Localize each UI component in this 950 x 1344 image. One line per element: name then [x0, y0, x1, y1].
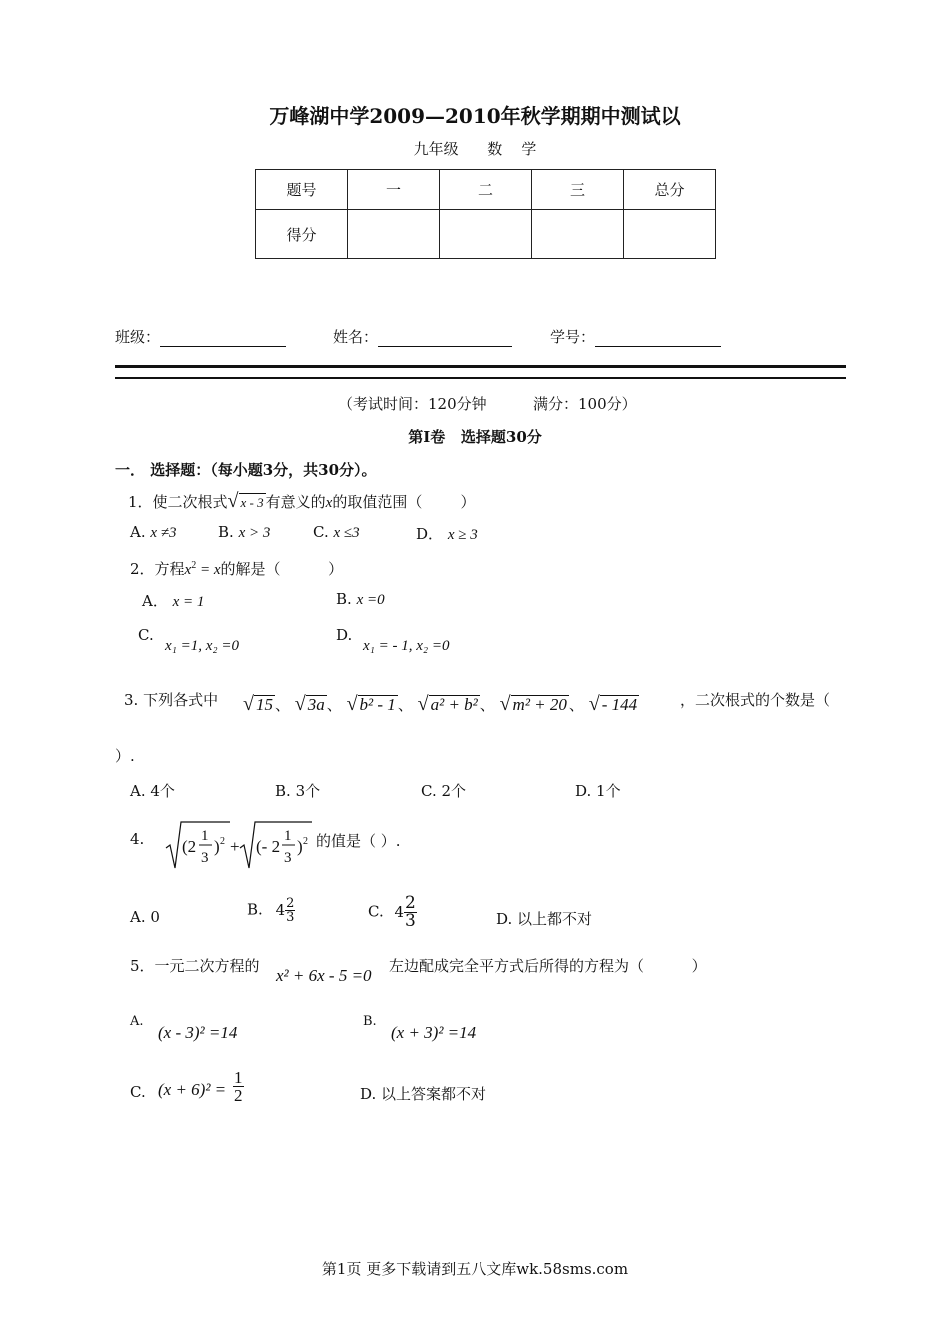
- option-label: A.: [130, 782, 146, 800]
- separator: 、: [326, 696, 342, 714]
- separator: 、: [479, 696, 495, 714]
- score-cell: [532, 210, 624, 259]
- question-5-option-c-expr: (x + 6)² =: [158, 1080, 227, 1099]
- divider-line: [115, 377, 846, 379]
- radical-sign: √: [243, 693, 254, 715]
- question-2-option-d-expr: x₁ = - 1, x₂ =0: [363, 638, 450, 654]
- option-label: C.: [368, 902, 384, 921]
- paren: (2: [182, 837, 197, 856]
- question-2-option-c-expr: x₁ =1, x₂ =0: [165, 638, 239, 654]
- question-3-option-c: [421, 780, 466, 801]
- option-label: D.: [575, 782, 592, 800]
- page-footer: 第1页 更多下载请到五八文库wk.58sms.com: [321, 1260, 629, 1278]
- separator: 、: [274, 696, 290, 714]
- question-5-option-a-label: A.: [130, 1014, 144, 1029]
- option-label: A.: [130, 908, 146, 926]
- fraction-num: 1: [284, 828, 292, 844]
- fraction-num: 2: [405, 893, 416, 913]
- option-whole: 4: [394, 902, 405, 921]
- question-5-option-a-expr: (x - 3)² =14: [158, 1023, 238, 1042]
- option-label: C.: [313, 523, 329, 541]
- score-table-column: 二: [440, 170, 532, 210]
- question-5-suffix: 左边配成完全平方式后所得的方程为（ ）: [389, 957, 707, 975]
- option-label: B.: [218, 523, 234, 541]
- fraction-den: 3: [286, 910, 295, 925]
- option-fraction: [285, 897, 295, 924]
- radicand: m² + 20: [512, 695, 567, 714]
- score-cell: [348, 210, 440, 259]
- question-4-option-a: [130, 908, 160, 926]
- question-4-suffix: 的值是（ ）.: [316, 832, 401, 850]
- name-field: [333, 326, 512, 347]
- class-blank[interactable]: [160, 330, 286, 347]
- score-cell: [624, 210, 716, 259]
- paren: ): [297, 837, 303, 856]
- fraction-den: 3: [405, 911, 416, 931]
- name-blank[interactable]: [378, 330, 512, 347]
- option-text: 0: [150, 908, 160, 926]
- question-1-option-d: [416, 523, 478, 544]
- question-5-option-b-label: B.: [363, 1014, 377, 1029]
- option-text: 以上答案都不对: [381, 1085, 487, 1103]
- divider-line: [115, 365, 846, 368]
- question-2-option-b: [336, 590, 385, 609]
- fraction-den: 3: [284, 850, 292, 866]
- fraction-num: 2: [286, 896, 295, 911]
- fraction-den: 3: [201, 850, 209, 866]
- option-expr: x =0: [356, 592, 385, 608]
- question-4-option-d: [496, 908, 592, 929]
- question-4-expression: [164, 818, 314, 874]
- option-label: A．: [142, 592, 168, 610]
- question-2-prefix: 2．方程: [130, 560, 185, 578]
- question-3-suffix: ，二次根式的个数是（: [680, 691, 831, 709]
- question-2: [130, 558, 343, 579]
- question-1-radicand: x - 3: [240, 495, 264, 510]
- option-label: D．: [416, 525, 444, 543]
- score-table-score-row: [256, 210, 716, 259]
- section-title: 第Ⅰ卷 选择题30分: [408, 428, 542, 446]
- option-label: D.: [496, 910, 513, 928]
- question-2-option-d-label: D.: [336, 626, 353, 644]
- radical-sign: √: [499, 693, 511, 715]
- question-5-prefix: 5．一元二次方程的: [130, 957, 260, 975]
- question-1-option-c: [313, 523, 360, 542]
- exam-full-score: 满分：100分）: [533, 395, 637, 413]
- option-text: 1个: [596, 782, 621, 800]
- exponent: 2: [220, 836, 225, 847]
- score-table-column: 总分: [624, 170, 716, 210]
- score-table-row-header: 题号: [256, 170, 348, 210]
- question-2-suffix: 的解是（ ）: [220, 560, 344, 578]
- score-table-column: 一: [348, 170, 440, 210]
- radicand: 3a: [307, 695, 325, 714]
- radical-sign: √: [227, 490, 239, 512]
- paren: ): [214, 837, 220, 856]
- question-1-middle: 有意义的: [265, 493, 326, 511]
- question-1-option-a: [130, 523, 177, 542]
- option-text: 以上都不对: [517, 910, 593, 928]
- question-2-rhs: = x: [196, 562, 221, 578]
- name-label: 姓名：: [333, 328, 379, 346]
- question-4-prefix: 4.: [130, 830, 145, 848]
- question-1-var: x: [325, 495, 333, 511]
- part-heading: 一． 选择题：（每小题3分，共30分）。: [115, 461, 377, 479]
- question-4-option-b: [247, 897, 295, 924]
- question-5-option-d: [360, 1083, 486, 1104]
- question-1: [128, 490, 475, 513]
- document-title: 万峰湖中学2009—2010年秋学期期中测试以: [269, 104, 681, 128]
- option-expr: x = 1: [172, 594, 205, 610]
- radical-sign: √: [294, 693, 306, 715]
- student-id-blank[interactable]: [595, 330, 721, 347]
- fraction-num: 1: [234, 1068, 243, 1087]
- option-fraction: [404, 895, 417, 930]
- student-id-field: [550, 326, 721, 347]
- question-5-option-c-fraction: [233, 1069, 244, 1104]
- option-whole: 4: [275, 900, 286, 919]
- option-text: 3个: [295, 782, 321, 800]
- question-5-equation: x² + 6x - 5 =0: [276, 966, 372, 985]
- score-table-column: 三: [532, 170, 624, 210]
- option-text: 2个: [441, 782, 467, 800]
- question-2-option-c-label: C.: [138, 626, 154, 644]
- question-3-option-b: [275, 780, 320, 801]
- fraction-den: 2: [234, 1086, 243, 1105]
- question-4-option-c: [368, 895, 417, 930]
- question-3-items: [243, 693, 639, 716]
- question-5-option-c-label: C.: [130, 1083, 146, 1101]
- option-expr: x ≤3: [333, 525, 360, 541]
- fraction: [233, 1069, 244, 1104]
- option-label: D.: [360, 1085, 377, 1103]
- question-2-lhs: x: [184, 562, 192, 578]
- question-3-prefix: 3. 下列各式中: [124, 691, 219, 709]
- option-label: A.: [130, 523, 146, 541]
- question-2-exponent: 2: [191, 560, 197, 571]
- fraction-num: 1: [201, 828, 209, 844]
- option-expr: x ≠3: [150, 525, 177, 541]
- question-3-continuation: ）.: [115, 747, 135, 765]
- plus-sign: +: [230, 837, 240, 856]
- score-table-row-header: 得分: [256, 210, 348, 259]
- paren: (- 2: [256, 837, 281, 856]
- question-5-option-b-expr: (x + 3)² =14: [391, 1023, 477, 1042]
- option-text: 4个: [150, 782, 175, 800]
- radicand: b² - 1: [359, 695, 396, 714]
- question-3-option-d: [575, 780, 621, 801]
- exam-time: （考试时间：120分钟: [338, 395, 487, 413]
- question-2-option-a: [142, 590, 204, 611]
- document-subtitle: 九年级 数 学: [413, 140, 537, 158]
- option-label: B.: [247, 900, 263, 919]
- radical-sign: √: [588, 693, 600, 715]
- class-label: 班级：: [115, 328, 161, 346]
- separator: 、: [397, 696, 413, 714]
- radical-sign: √: [346, 693, 358, 715]
- score-cell: [440, 210, 532, 259]
- option-expr: x ≥ 3: [447, 527, 478, 543]
- student-id-label: 学号：: [550, 328, 596, 346]
- radicand: 15: [255, 695, 273, 714]
- question-1-prefix: 1．使二次根式: [128, 493, 228, 511]
- exponent: 2: [303, 836, 308, 847]
- option-expr: x > 3: [238, 525, 271, 541]
- radical-sign: √: [417, 693, 429, 715]
- separator: 、: [568, 696, 584, 714]
- score-table-header-row: [256, 170, 716, 210]
- option-label: B.: [336, 590, 352, 608]
- radicand: - 144: [601, 695, 638, 714]
- class-field: [115, 326, 286, 347]
- option-label: C.: [421, 782, 437, 800]
- radicand: a² + b²: [430, 695, 478, 714]
- question-1-suffix: 的取值范围（ ）: [332, 493, 476, 511]
- score-table: [255, 169, 716, 259]
- question-3-option-a: [130, 780, 175, 801]
- option-label: B.: [275, 782, 291, 800]
- question-1-option-b: [218, 523, 270, 542]
